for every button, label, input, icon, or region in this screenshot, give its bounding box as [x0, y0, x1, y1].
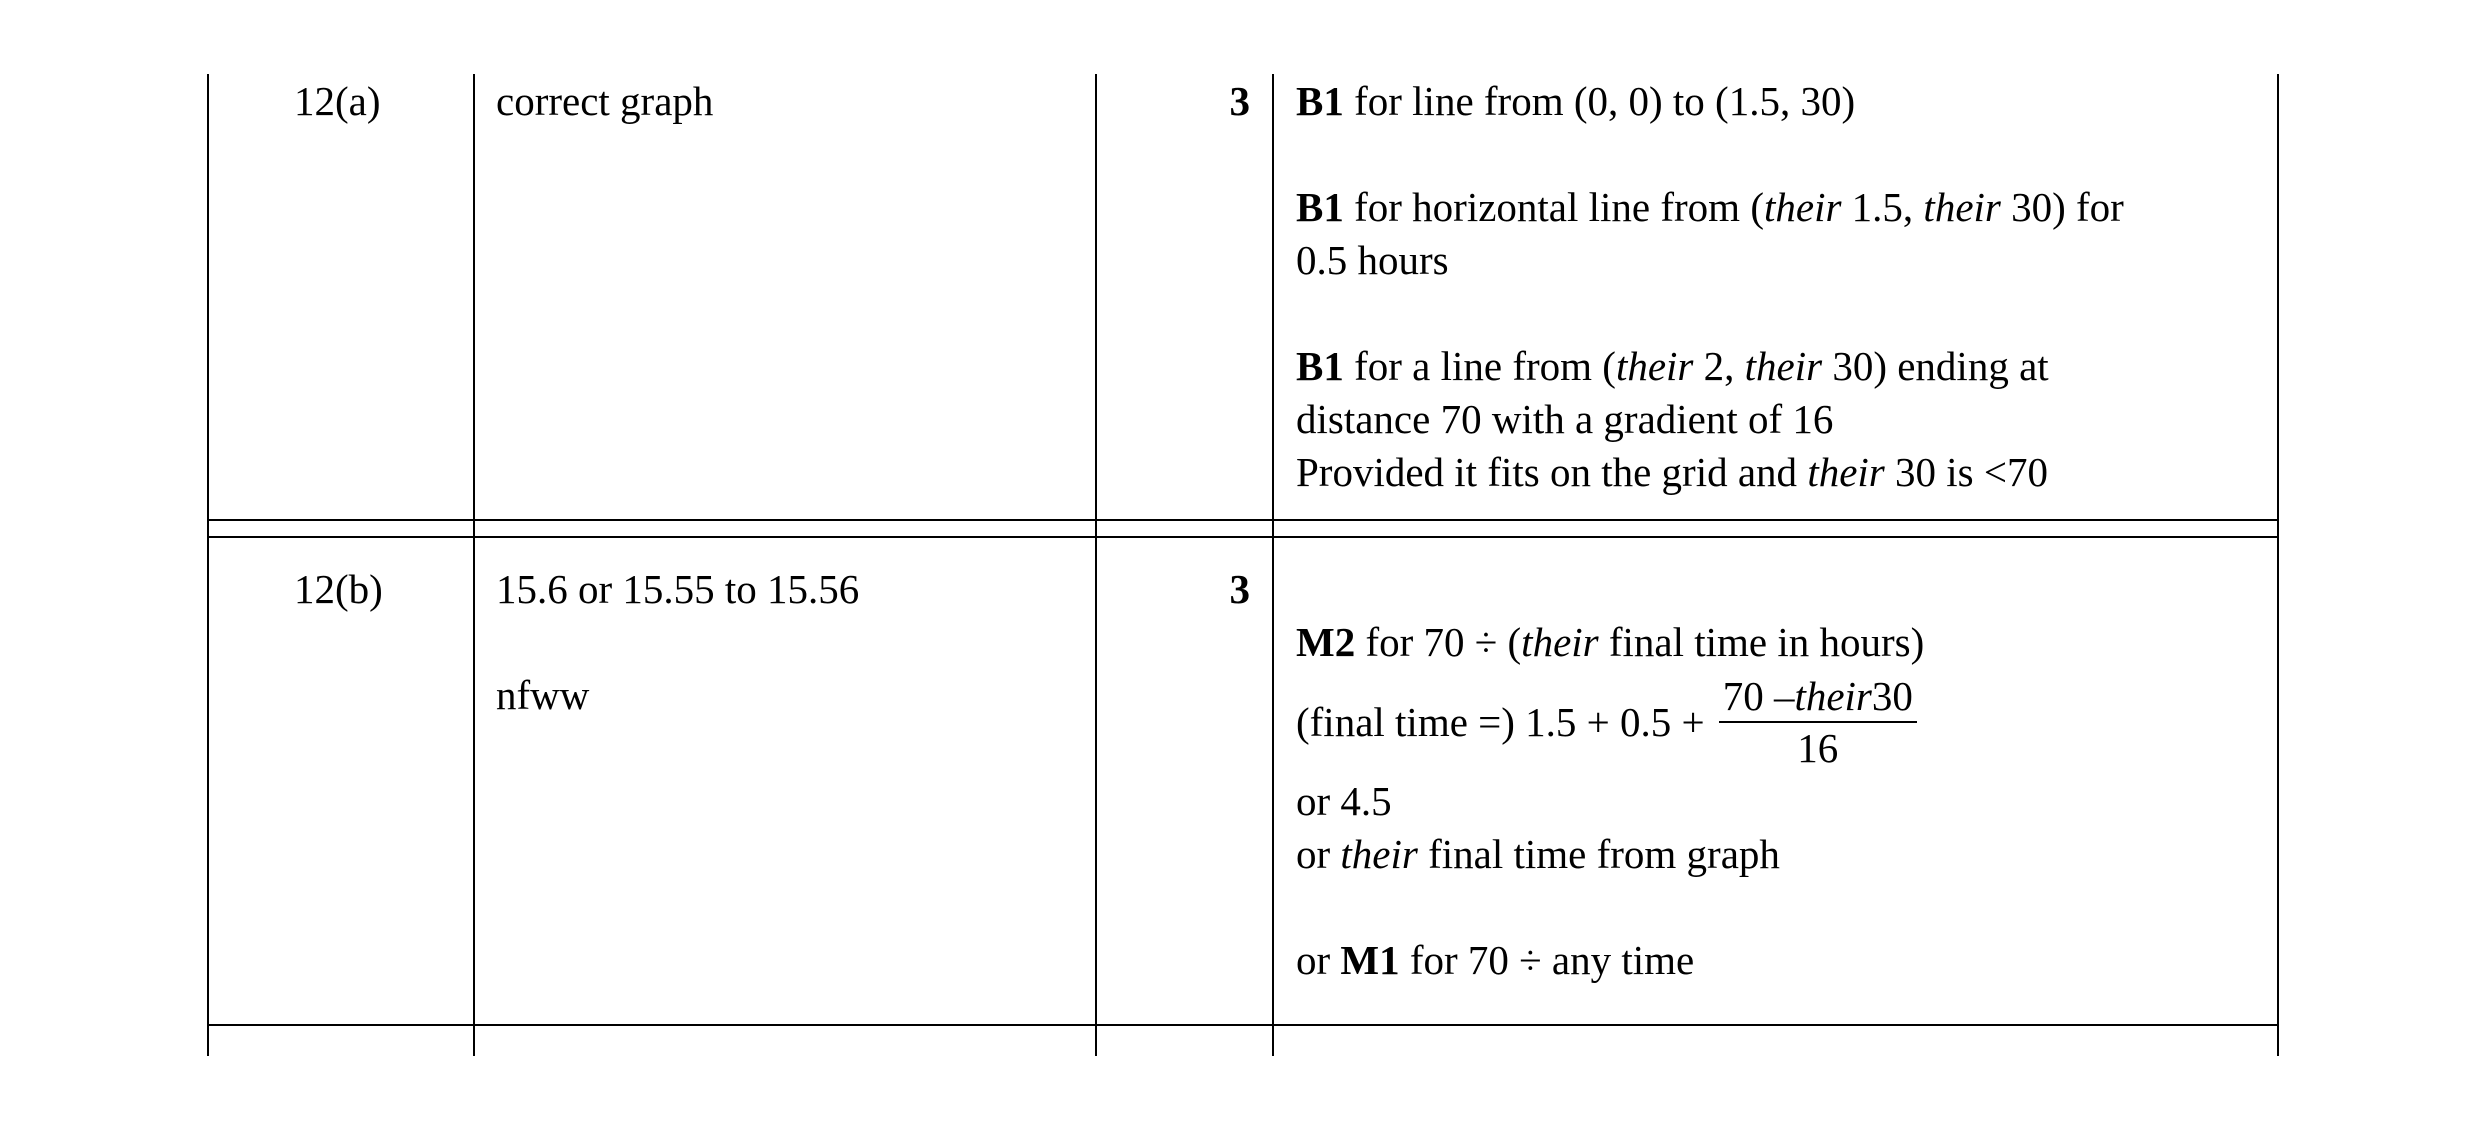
table-border-right: [2277, 74, 2279, 1056]
answer-cell: [496, 75, 713, 128]
fraction-denominator: 16: [1797, 725, 1839, 771]
guidance-m2: M2 for 70 ÷ (their final time in hours): [1296, 619, 1925, 665]
marks-cell: [1100, 75, 1250, 128]
answer-text: 15.6 or 15.55 to 15.56: [496, 566, 860, 612]
guidance-b1-line: B1 for line from (0, 0) to (1.5, 30): [1296, 78, 1856, 124]
guidance-or-4-5: or 4.5: [1296, 778, 1392, 824]
guidance-b1-gradient-line2: distance 70 with a gradient of 16: [1296, 396, 1834, 442]
fraction: [1719, 671, 1917, 773]
question-number: 12(a): [294, 78, 381, 124]
marks-cell: [1100, 563, 1250, 616]
row-separator-bottom: [207, 536, 2278, 538]
fraction-numerator: 70 –their30: [1722, 673, 1913, 719]
guidance-cell: [1296, 75, 2124, 499]
question-number: 12(b): [294, 566, 383, 612]
guidance-final-time-formula: (final time =) 1.5 + 0.5 + $\frac{\text{70 –their30}}{16}$: [1296, 677, 1924, 767]
answer-qualifier: nfww: [496, 672, 590, 718]
answer-cell: [496, 563, 859, 722]
column-divider-answer: [1095, 74, 1097, 1056]
row-separator-top: [207, 519, 2278, 521]
table-border-left: [207, 74, 209, 1056]
marks-value: 3: [1229, 78, 1250, 124]
guidance-or-graph: or their final time from graph: [1296, 831, 1780, 877]
marks-value: 3: [1229, 566, 1250, 612]
guidance-m1: or M1 for 70 ÷ any time: [1296, 937, 1695, 983]
table-row-bottom-border: [207, 1024, 2278, 1026]
guidance-b1-horizontal: B1 for horizontal line from (their 1.5, their 30) for: [1296, 184, 2124, 230]
answer-text: correct graph: [496, 78, 714, 124]
guidance-b1-horizontal-line2: 0.5 hours: [1296, 237, 1449, 283]
guidance-b1-gradient: B1 for a line from (their 2, their 30) ending at: [1296, 343, 2049, 389]
column-divider-question: [473, 74, 475, 1056]
guidance-b1-gradient-line3: Provided it fits on the grid and their 30 is <70: [1296, 449, 2048, 495]
guidance-cell: [1296, 616, 1924, 987]
column-divider-marks: [1272, 74, 1274, 1056]
